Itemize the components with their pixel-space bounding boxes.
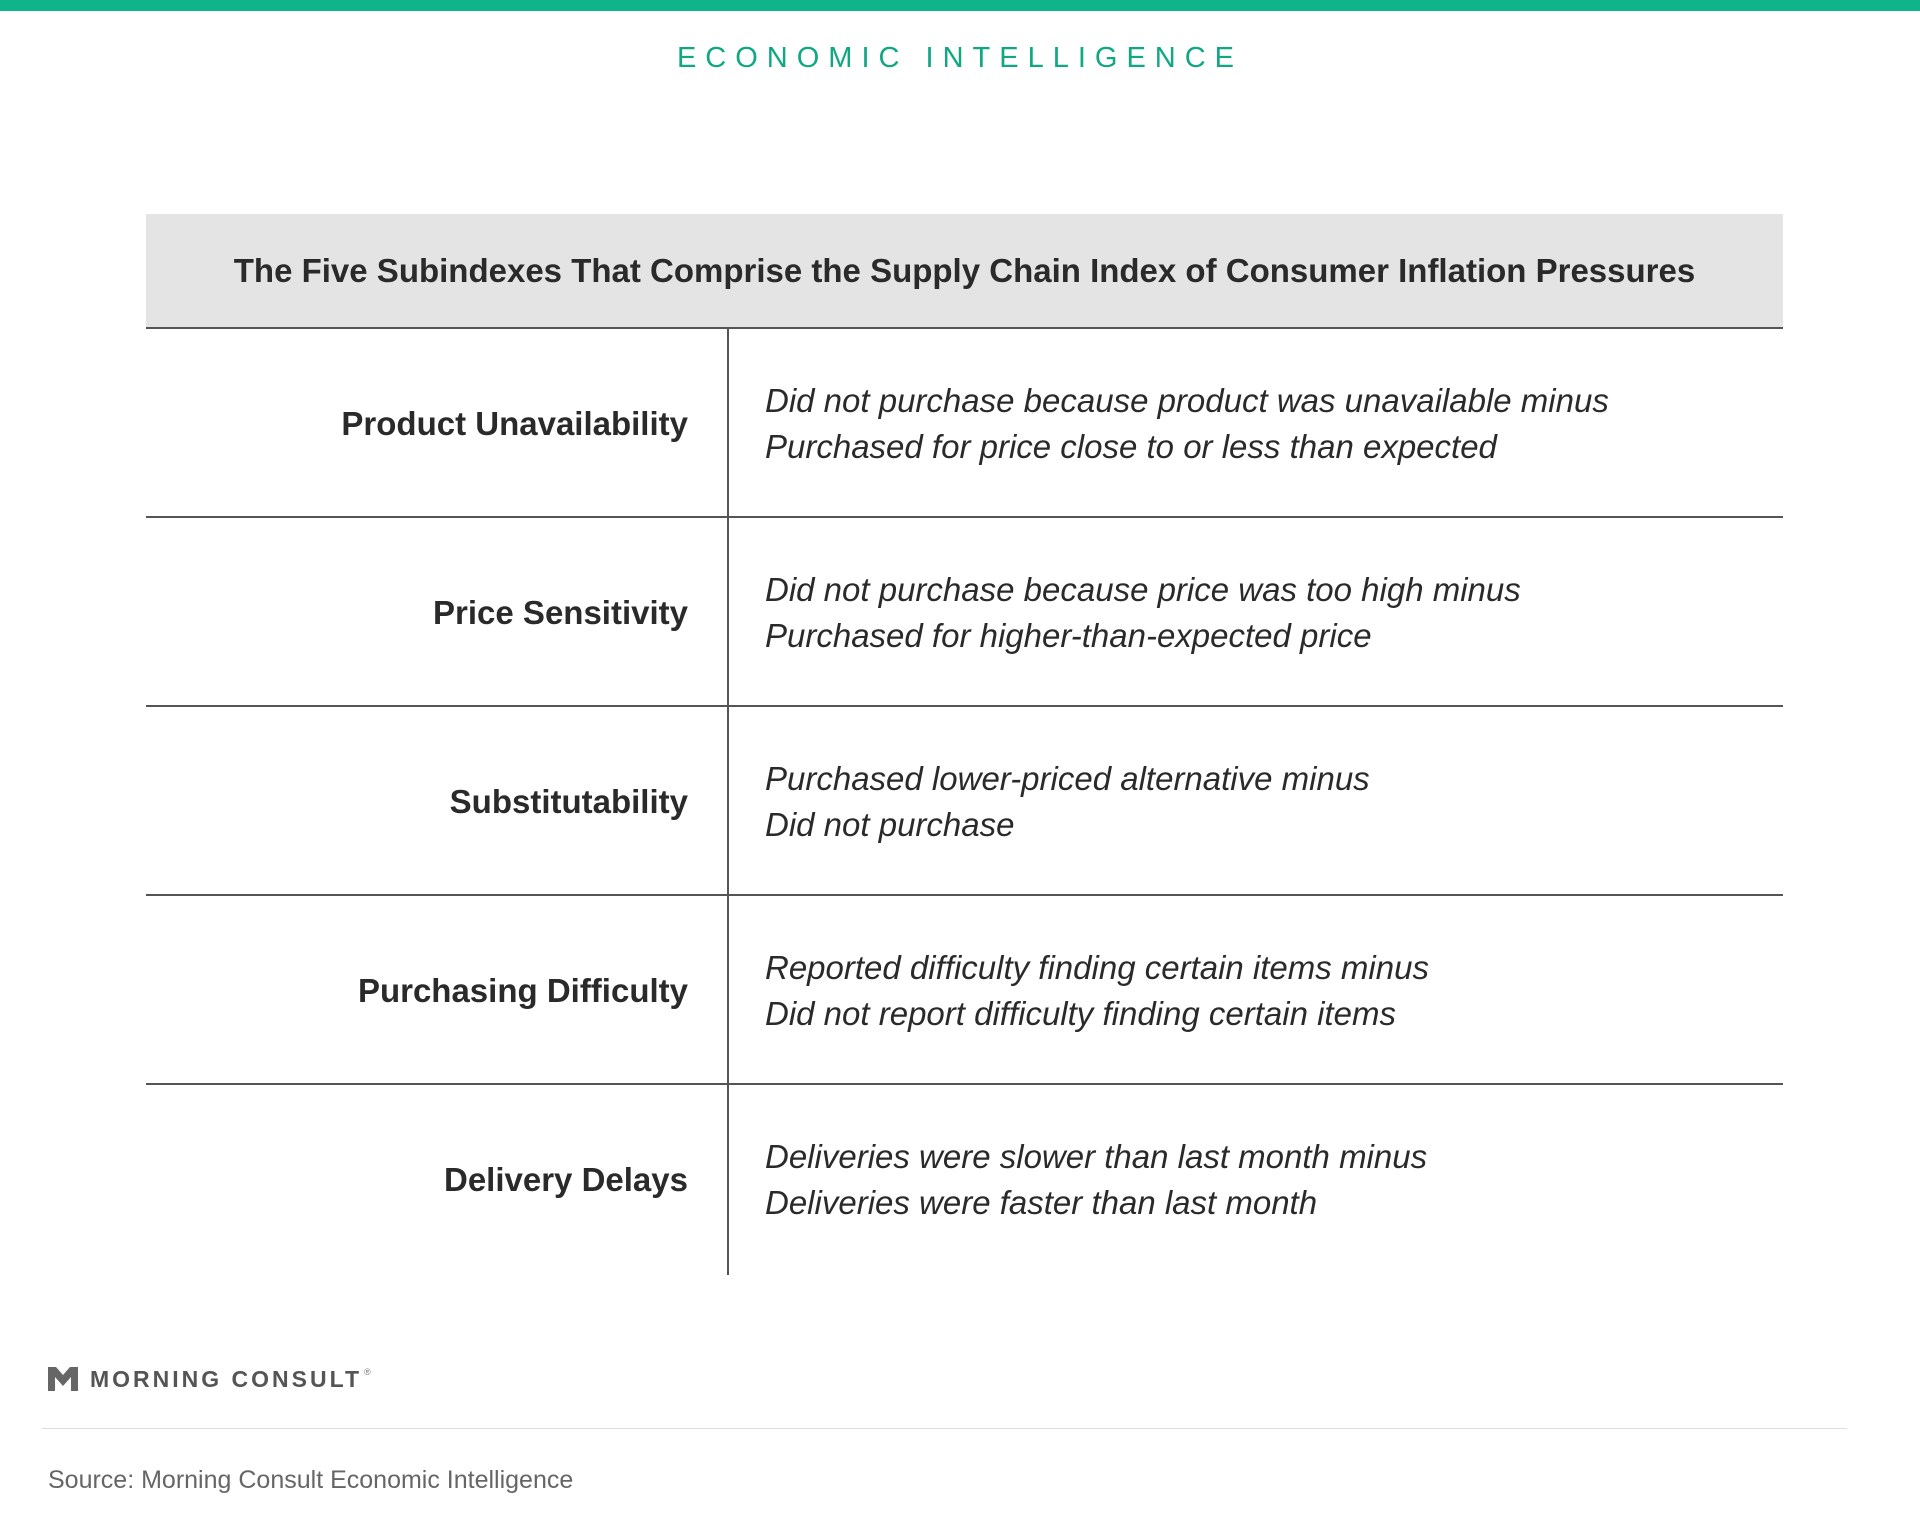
row-description-line: Purchased for higher-than-expected price [765,616,1372,654]
logo-wordmark: MORNING CONSULT [90,1365,363,1392]
table-row [146,896,1783,1085]
top-accent-bar [0,0,1920,11]
morning-consult-logo [48,1363,371,1395]
source-note: Source: Morning Consult Economic Intelligence [48,1466,574,1494]
row-description-line: Deliveries were faster than last month [765,1183,1318,1221]
row-description [765,329,1609,518]
subindex-table [146,329,1783,1274]
row-label: Price Sensitivity [433,593,688,631]
row-label: Delivery Delays [443,1160,688,1198]
table-row [146,329,1783,518]
row-description [765,1085,1427,1274]
row-description-line: Reported difficulty finding certain items minus [765,948,1429,986]
row-description-line: Did not report difficulty finding certain items [765,994,1396,1032]
row-description-line: Purchased for price close to or less than expected [765,427,1497,465]
row-description [765,518,1521,707]
row-description-line: Did not purchase because product was unavailable minus [765,381,1609,419]
morning-consult-m-icon [48,1367,78,1391]
table-title-band [146,214,1783,329]
row-label: Purchasing Difficulty [357,971,688,1009]
section-kicker: ECONOMIC INTELLIGENCE [676,42,1244,74]
row-label: Substitutability [449,782,688,820]
registered-mark: ® [364,1367,371,1377]
row-description-line: Did not purchase because price was too high minus [765,570,1521,608]
row-description-line: Deliveries were slower than last month minus [765,1137,1428,1175]
row-description [765,707,1370,896]
table-title: The Five Subindexes That Comprise the Supply Chain Index of Consumer Inflation Pressures [233,251,1696,289]
row-label: Product Unavailability [341,404,688,442]
row-description [765,896,1429,1085]
footer-divider [42,1428,1847,1429]
table-row [146,1085,1783,1274]
row-description-line: Purchased lower-priced alternative minus [765,759,1370,797]
row-description-line: Did not purchase [765,805,1015,843]
table-row [146,518,1783,707]
table-row [146,707,1783,896]
